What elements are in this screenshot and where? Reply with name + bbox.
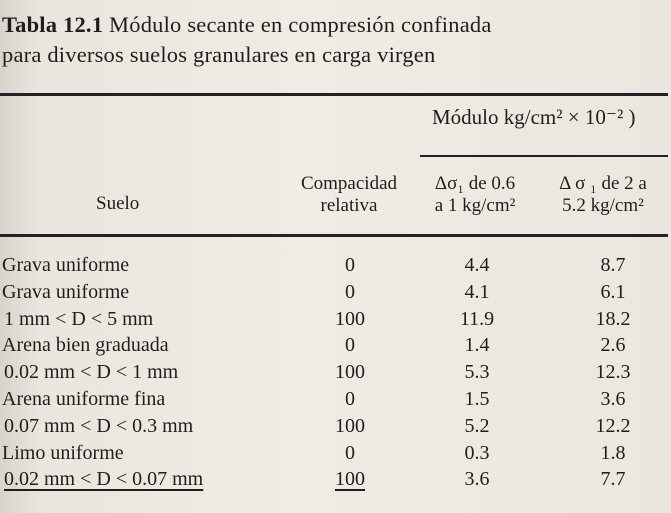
- table-row: [0, 386, 671, 413]
- cell-compacidad: 0: [345, 254, 355, 276]
- header-compacidad: [285, 173, 413, 217]
- cell-suelo: 0.07 mm < D < 0.3 mm: [4, 414, 194, 437]
- cell-modulo-1: 5.3: [464, 361, 490, 384]
- header-suelo: Suelo: [96, 193, 140, 214]
- cell-suelo: Grava uniforme: [2, 254, 130, 276]
- cell-compacidad: 100: [335, 361, 365, 384]
- cell-suelo: 0.02 mm < D < 1 mm: [4, 361, 179, 384]
- caption-line-2: para diversos suelos granulares en carga virgen: [2, 42, 436, 67]
- cell-compacidad: 100: [335, 307, 365, 330]
- modulus-group-title: Módulo kg/cm² × 10⁻² ): [432, 105, 636, 129]
- header-delta-range-1: [412, 173, 538, 217]
- cell-modulo-2: 1.8: [600, 441, 626, 464]
- cell-compacidad: 100: [335, 414, 365, 437]
- cell-modulo-1: 3.6: [464, 468, 490, 491]
- cell-modulo-2: 12.3: [595, 361, 631, 384]
- header-delta-range-2: [536, 173, 670, 217]
- table-row: [0, 332, 671, 359]
- cell-modulo-1: 5.2: [464, 414, 490, 437]
- header-rule: [0, 234, 668, 237]
- cell-compacidad: 100: [335, 468, 365, 491]
- cell-suelo: 1 mm < D < 5 mm: [4, 307, 154, 330]
- cell-modulo-1: 1.5: [464, 387, 490, 410]
- cell-compacidad: 0: [345, 441, 355, 464]
- cell-suelo: Limo uniforme: [2, 441, 124, 464]
- cell-modulo-2: 7.7: [600, 468, 626, 491]
- cell-modulo-1: 1.4: [464, 334, 490, 357]
- table-row: [0, 413, 671, 440]
- cell-modulo-2: 6.1: [600, 280, 626, 303]
- header-delta-range-1-line-1: Δσ₁ de 0.6: [434, 173, 516, 194]
- caption-line-1: [2, 10, 670, 40]
- table-row: [0, 466, 671, 493]
- header-delta-range-1-line-2: a 1 kg/cm²: [434, 195, 516, 216]
- cell-modulo-1: 0.3: [464, 441, 490, 464]
- group-rule: [420, 155, 668, 157]
- cell-modulo-2: 8.7: [600, 254, 626, 276]
- table-row: [0, 359, 671, 386]
- table-caption: [2, 10, 670, 70]
- header-delta-range-2-line-1: Δ σ ₁ de 2 a: [559, 173, 647, 194]
- caption-title-part-1: Módulo secante en compresión confinada: [109, 12, 492, 37]
- cell-modulo-2: 2.6: [600, 334, 626, 357]
- caption-label: Tabla 12.1: [2, 12, 104, 37]
- header-compacidad-line-2: relativa: [320, 195, 378, 216]
- cell-modulo-1: 11.9: [459, 307, 495, 330]
- table-row: [0, 440, 671, 467]
- cell-modulo-1: 4.4: [464, 254, 490, 276]
- cell-modulo-2: 18.2: [595, 307, 631, 330]
- header-compacidad-line-1: Compacidad: [300, 173, 398, 194]
- table-row: [0, 306, 671, 333]
- cell-suelo: Arena bien graduada: [2, 334, 169, 357]
- cell-suelo: Grava uniforme: [2, 280, 130, 303]
- cell-modulo-2: 12.2: [595, 414, 631, 437]
- cell-compacidad: 0: [345, 280, 355, 303]
- cell-modulo-2: 3.6: [600, 387, 626, 410]
- header-delta-range-2-line-2: 5.2 kg/cm²: [562, 195, 644, 216]
- cell-modulo-1: 4.1: [464, 280, 490, 303]
- table-row: [0, 252, 671, 279]
- cell-suelo: Arena uniforme fina: [2, 387, 166, 410]
- table-body: [0, 252, 671, 493]
- top-rule: [0, 93, 668, 96]
- cell-compacidad: 0: [345, 387, 355, 410]
- cell-suelo: 0.02 mm < D < 0.07 mm: [4, 468, 204, 491]
- table-row: [0, 279, 671, 306]
- cell-compacidad: 0: [345, 334, 355, 357]
